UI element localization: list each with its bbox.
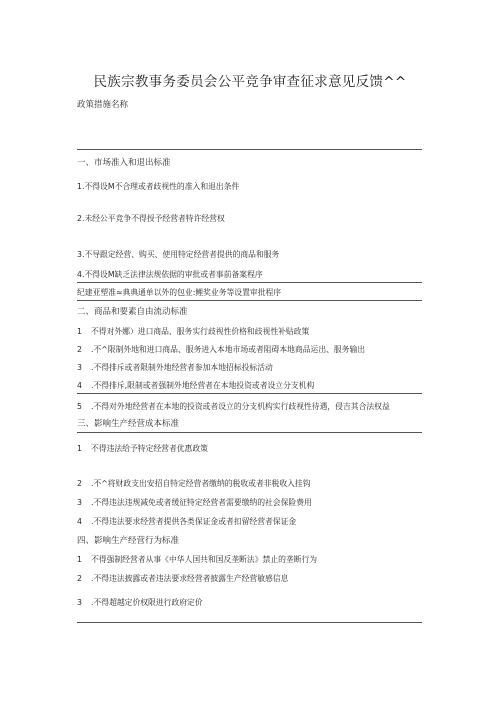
item-number: 1 — [77, 327, 82, 336]
item-number: 3 — [77, 363, 82, 372]
item-text: .不得排斥或者限制外地经营者参加本地招标投标活动 — [91, 363, 273, 372]
item-number: 3 — [77, 598, 82, 607]
item-text: .不^将财政支出安招自特定经营者缴纳的税收或者非税收入挂钩 — [91, 479, 311, 488]
list-item: 3.不导跟定经营、购买、使用特定经营者提供的商品和服务 — [77, 250, 280, 259]
item-number: 1 — [77, 444, 82, 453]
item-number: 2 — [77, 345, 82, 354]
item-text: .不得违法要求经营者提供各类保证金或者扣留经营者保证金 — [91, 517, 297, 526]
list-item: 4.不得设M缺乏法律法规依据的审批或者事前备案程序 — [77, 270, 263, 279]
list-item — [77, 498, 312, 508]
list-item — [77, 381, 314, 391]
list-item: 2.未经公平竞争不得授予经营者特许经营权 — [77, 214, 225, 223]
list-item — [77, 479, 311, 489]
item-text: .不得排斥,限制或者强制外地经营者在本地投资或者设立分支机构 — [91, 381, 315, 390]
divider — [77, 432, 422, 433]
item-number: 4 — [77, 517, 82, 526]
divider — [77, 149, 422, 150]
item-text: 不得强制经营者从事《中华人国共和国反垄断法》禁止的垄断行为 — [91, 555, 318, 564]
item-text: .不得违法披露或者违法要求经营者披露生产经营敏感信息 — [91, 574, 289, 583]
list-item — [77, 574, 288, 584]
section-heading-business-conduct: 四、影响生产经营行为标准 — [77, 536, 180, 546]
divider — [77, 282, 422, 283]
document-title: 民族宗教事务委员会公平竞争审查征求意见反馈^^ — [93, 74, 407, 90]
item-text: .不得违法违规减免或者缓征特定经营者需要缴纳的社会保险费用 — [91, 498, 312, 507]
list-item — [77, 345, 365, 355]
divider — [77, 393, 422, 394]
item-number: 3 — [77, 498, 82, 507]
section-heading-free-flow: 二、商品和要素自由流动标准 — [77, 307, 188, 317]
item-text: 不得违法给予特定经营者优惠政策 — [91, 444, 208, 453]
list-item — [77, 327, 309, 337]
section-heading-market-access: 一、市场准入和退出标准 — [77, 158, 171, 168]
item-number: 4 — [77, 381, 82, 390]
item-text: 不得对外娜）进口商品、服务实行歧视性价格和歧视性补贴政策 — [91, 327, 310, 336]
item-text: .不得超越定价权限进行政府定价 — [91, 598, 203, 607]
list-item — [77, 363, 273, 373]
item-number: 2 — [77, 574, 82, 583]
list-item: 纪建亚塑准≈典典通单以外的包业:鲤奖业务等设置审批程序 — [77, 288, 282, 297]
list-item — [77, 402, 390, 412]
list-item — [77, 444, 208, 454]
item-text: .不^限制外地和进口商品、服务进入本地市场或者阻碍本地商品运出、服务输出 — [91, 345, 366, 354]
divider — [77, 622, 422, 623]
item-number: 5 — [77, 402, 82, 411]
divider — [77, 300, 422, 301]
list-item — [77, 555, 317, 565]
list-item — [77, 598, 203, 608]
item-number: 1 — [77, 555, 82, 564]
section-heading-production-cost: 三、影响生产经营成本标准 — [77, 419, 180, 429]
item-number: 2 — [77, 479, 82, 488]
list-item: 1.不得设M不合理或者歧视性的准入和退出条件 — [77, 182, 240, 191]
item-text: .不得对外地经营者在本地的投资或者设立的分支机构实行歧视性待遇，侵吉其合法权益 — [91, 402, 390, 411]
policy-name-label: 政策措施名称 — [77, 100, 129, 110]
list-item — [77, 517, 296, 527]
